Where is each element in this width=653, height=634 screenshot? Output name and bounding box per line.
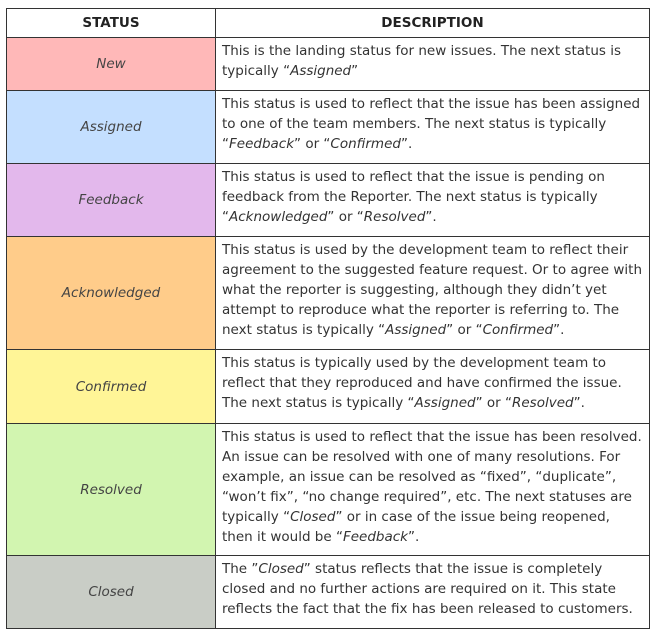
table-row — [7, 350, 650, 424]
description-cell: This status is used by the development team to reflect their agreement to the suggested feature request. Or to agree with what the reporter is suggesting, although they didn’t yet attempt to reproduce what the reporter is referring to. The next status is typically “Assigned” or “Confirmed”. — [216, 237, 650, 350]
table-row — [7, 424, 650, 556]
status-cell: Acknowledged — [7, 237, 216, 350]
status-cell: Confirmed — [7, 350, 216, 424]
status-cell: Assigned — [7, 91, 216, 164]
table-row — [7, 556, 650, 629]
header-row — [7, 9, 650, 38]
table-row — [7, 91, 650, 164]
status-cell: Feedback — [7, 164, 216, 237]
description-cell: This status is typically used by the development team to reflect that they reproduced and have confirmed the issue. The next status is typically “Assigned” or “Resolved”. — [216, 350, 650, 424]
status-cell: Resolved — [7, 424, 216, 556]
description-cell: This status is used to reflect that the issue is pending on feedback from the Reporter. The next status is typically “Acknowledged” or “Resolved”. — [216, 164, 650, 237]
description-cell: This status is used to reflect that the issue has been resolved. An issue can be resolved with one of many resolutions. For example, an issue can be resolved as “fixed”, “duplicate”, “won’t fix”, “no change required”, etc. The next statuses are typically “Closed” or in case of the issue being reopened, then it would be “Feedback”. — [216, 424, 650, 556]
status-column-header: STATUS — [7, 9, 216, 38]
table-row — [7, 237, 650, 350]
status-cell: Closed — [7, 556, 216, 629]
description-cell: This status is used to reflect that the issue has been assigned to one of the team members. The next status is typically “Feedback” or “Confirmed”. — [216, 91, 650, 164]
table-row — [7, 38, 650, 91]
description-cell: This is the landing status for new issues. The next status is typically “Assigned” — [216, 38, 650, 91]
status-cell: New — [7, 38, 216, 91]
table-row — [7, 164, 650, 237]
description-cell: The ”Closed” status reflects that the issue is completely closed and no further actions are required on it. This state reflects the fact that the fix has been released to customers. — [216, 556, 650, 629]
description-column-header: DESCRIPTION — [216, 9, 650, 38]
status-table — [6, 8, 650, 629]
